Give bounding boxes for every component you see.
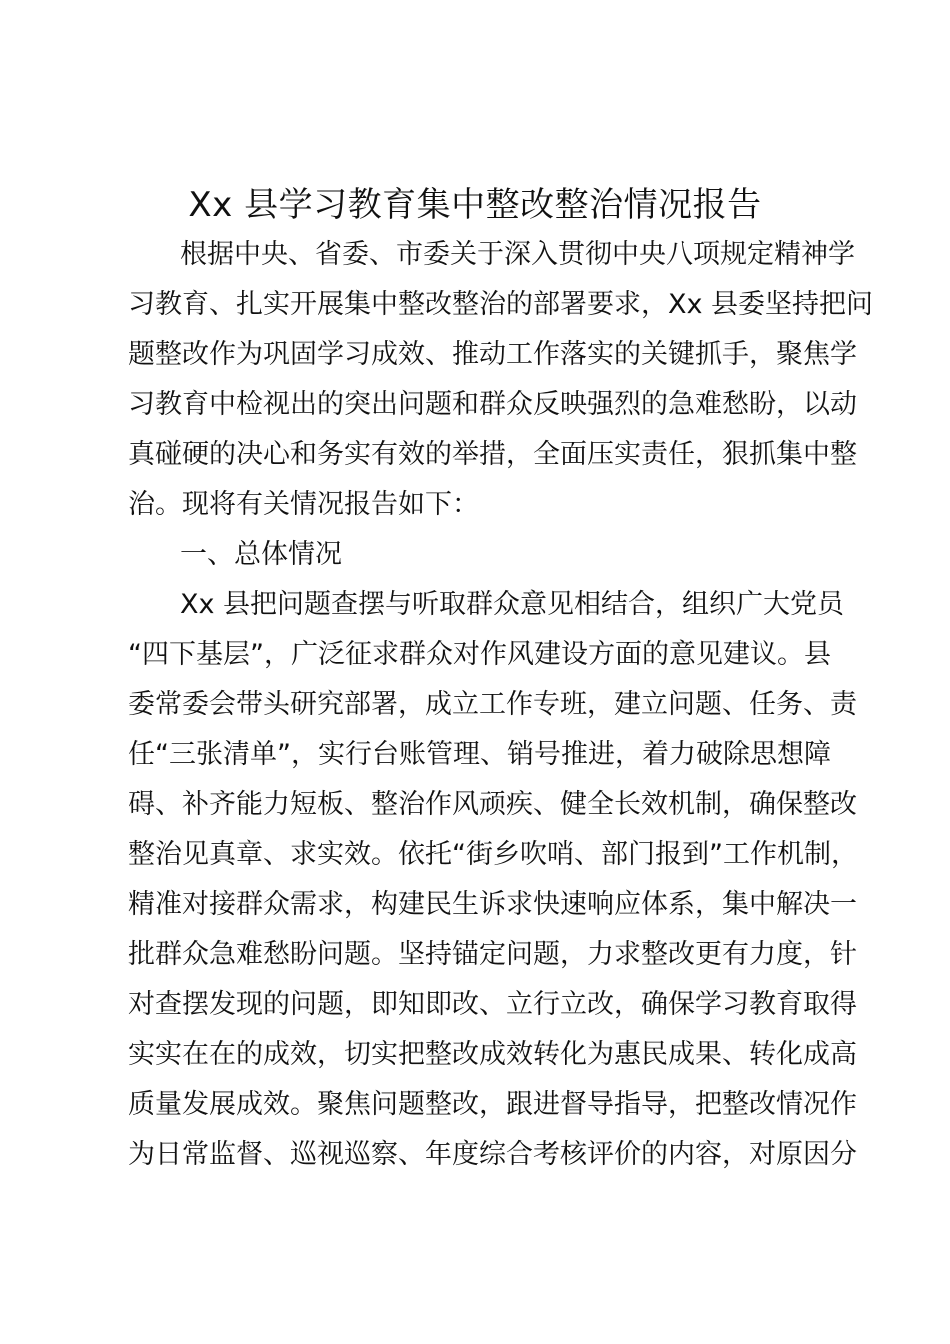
paragraph-line: 碍、补齐能力短板、整治作风顽疾、健全长效机制，确保整改: [128, 789, 857, 820]
paragraph-line: 批群众急难愁盼问题。坚持锚定问题，力求整改更有力度，针: [128, 939, 857, 970]
paragraph-line: 根据中央、省委、市委关于深入贯彻中央八项规定精神学: [180, 239, 855, 270]
paragraph-line: 习教育、扎实开展集中整改整治的部署要求，Xx 县委坚持把问: [128, 289, 874, 320]
paragraph-line: Xx 县把问题查摆与听取群众意见相结合，组织广大党员: [180, 589, 845, 620]
paragraph-line: 习教育中检视出的突出问题和群众反映强烈的急难愁盼，以动: [128, 389, 857, 420]
paragraph-line: 对查摆发现的问题，即知即改、立行立改，确保学习教育取得: [128, 989, 857, 1020]
paragraph-line: “四下基层”，广泛征求群众对作风建设方面的意见建议。县: [128, 639, 831, 670]
paragraph-line: 为日常监督、巡视巡察、年度综合考核评价的内容，对原因分: [128, 1139, 857, 1170]
paragraph-line: 委常委会带头研究部署，成立工作专班，建立问题、任务、责: [128, 689, 857, 720]
paragraph-line: 实实在在的成效，切实把整改成效转化为惠民成果、转化成高: [128, 1039, 857, 1070]
paragraph-line: 任“三张清单”，实行台账管理、销号推进，着力破除思想障: [128, 739, 831, 770]
paragraph-line: 治。现将有关情况报告如下：: [128, 489, 479, 520]
paragraph-line: 精准对接群众需求，构建民生诉求快速响应体系，集中解决一: [128, 889, 857, 920]
paragraph-line: 整治见真章、求实效。依托“街乡吹哨、部门报到”工作机制，: [128, 839, 858, 870]
paragraph-line: 题整改作为巩固学习成效、推动工作落实的关键抓手，聚焦学: [128, 339, 857, 370]
paragraph-line: 质量发展成效。聚焦问题整改，跟进督导指导，把整改情况作: [128, 1089, 857, 1120]
document-title: Xx 县学习教育集中整改整治情况报告: [188, 185, 762, 225]
section-heading: 一、总体情况: [180, 539, 342, 570]
paragraph-line: 真碰硬的决心和务实有效的举措，全面压实责任，狠抓集中整: [128, 439, 857, 470]
